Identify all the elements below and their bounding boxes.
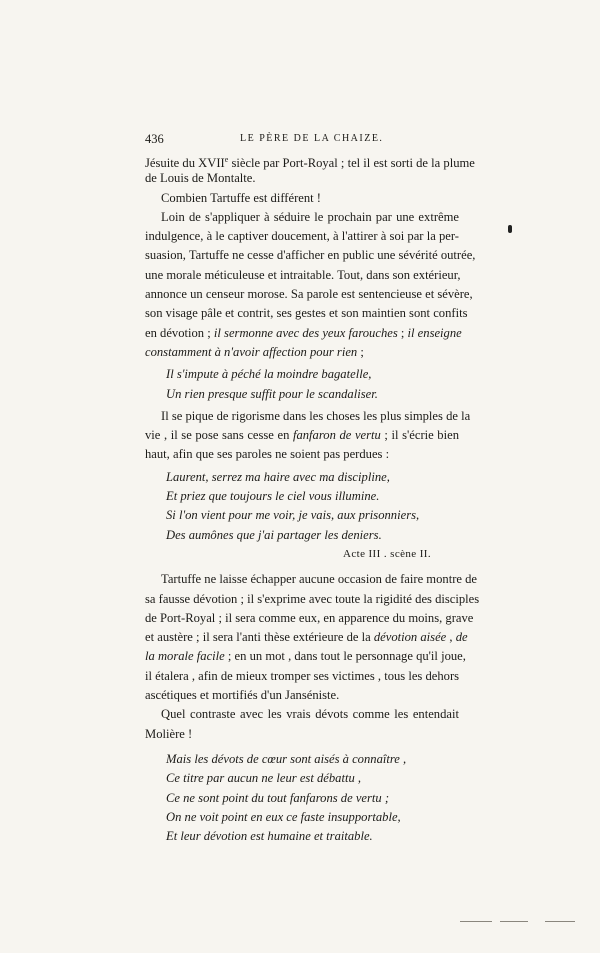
text-line: Tartuffe ne laisse échapper aucune occasion de faire montre de <box>161 572 478 587</box>
verse-line: Et priez que toujours le ciel vous illumine. <box>166 489 380 504</box>
text-line: ascétiques et mortifiés d'un Janséniste. <box>145 688 340 703</box>
page-number: 436 <box>145 132 164 146</box>
verse-line: Un rien presque suffit pour le scandaliser. <box>166 386 378 401</box>
verse-line: Laurent, serrez ma haire avec ma discipline, <box>166 469 390 484</box>
text-line: Jésuite du XVIIe siècle par Port-Royal ; tel il est sorti de la plume <box>145 155 475 171</box>
text-line: indulgence, à le captiver doucement, à l'attirer à soi par la per- <box>145 229 459 244</box>
verse-line: Mais les dévots de cœur sont aisés à connaître , <box>166 751 407 766</box>
text-line: de Louis de Montalte. <box>145 171 256 186</box>
verse-line: Et leur dévotion est humaine et traitable. <box>166 829 373 844</box>
body-text <box>145 150 480 846</box>
text-line: vie , il se pose sans cesse en fanfaron de vertu ; il s'écrie bien <box>145 428 459 443</box>
text-line: suasion, Tartuffe ne cesse d'afficher en public une sévérité outrée, <box>145 248 476 263</box>
text-line: son visage pâle et contrit, ses gestes et son maintien sont confits <box>145 306 468 321</box>
text-line: sa fausse dévotion ; il s'exprime avec toute la rigidité des disciples <box>145 591 480 606</box>
verse-reference: Acte III . scène II. <box>342 547 431 560</box>
text-line: haut, afin que ses paroles ne soient pas perdues : <box>145 447 390 462</box>
text-line: de Port-Royal ; il sera comme eux, en apparence du moins, grave <box>145 610 474 625</box>
text-line: en dévotion ; il sermonne avec des yeux farouches ; il enseigne <box>145 325 462 340</box>
running-title: LE PÈRE DE LA CHAIZE. <box>240 133 384 144</box>
text-line: il étalera , afin de mieux tromper ses victimes , tous les dehors <box>145 668 460 683</box>
footer-rule <box>460 921 492 922</box>
text-line: annonce un censeur morose. Sa parole est sentencieuse et sévère, <box>145 287 473 302</box>
verse-line: Si l'on vient pour me voir, je vais, aux prisonniers, <box>166 508 420 523</box>
verse-line: Ce ne sont point du tout fanfarons de vertu ; <box>166 790 390 805</box>
text-line: la morale facile ; en un mot , dans tout le personnage qu'il joue, <box>145 649 466 664</box>
verse-line: Des aumônes que j'ai partager les deniers. <box>166 527 382 542</box>
text-line: Loin de s'appliquer à séduire le prochain par une extrême <box>161 209 459 224</box>
text-line: Combien Tartuffe est différent ! <box>161 190 321 205</box>
verse-line: Ce titre par aucun ne leur est débattu , <box>166 771 362 786</box>
text-line: Quel contraste avec les vrais dévots comme les entendait <box>161 707 459 722</box>
page-header <box>145 132 457 146</box>
text-line: constamment à n'avoir affection pour rien ; <box>145 344 364 359</box>
margin-ink-mark <box>508 225 512 233</box>
text-line: Molière ! <box>145 726 193 741</box>
footer-rule <box>545 921 575 922</box>
text-line: Il se pique de rigorisme dans les choses les plus simples de la <box>161 408 471 423</box>
text-line: et austère ; il sera l'anti thèse extérieure de la dévotion aisée , de <box>145 630 468 645</box>
text-line: une morale méticuleuse et intraitable. Tout, dans son extérieur, <box>145 267 461 282</box>
verse-line: On ne voit point en eux ce faste insupportable, <box>166 809 401 824</box>
footer-rule <box>500 921 528 922</box>
verse-line: Il s'impute à péché la moindre bagatelle, <box>166 367 372 382</box>
